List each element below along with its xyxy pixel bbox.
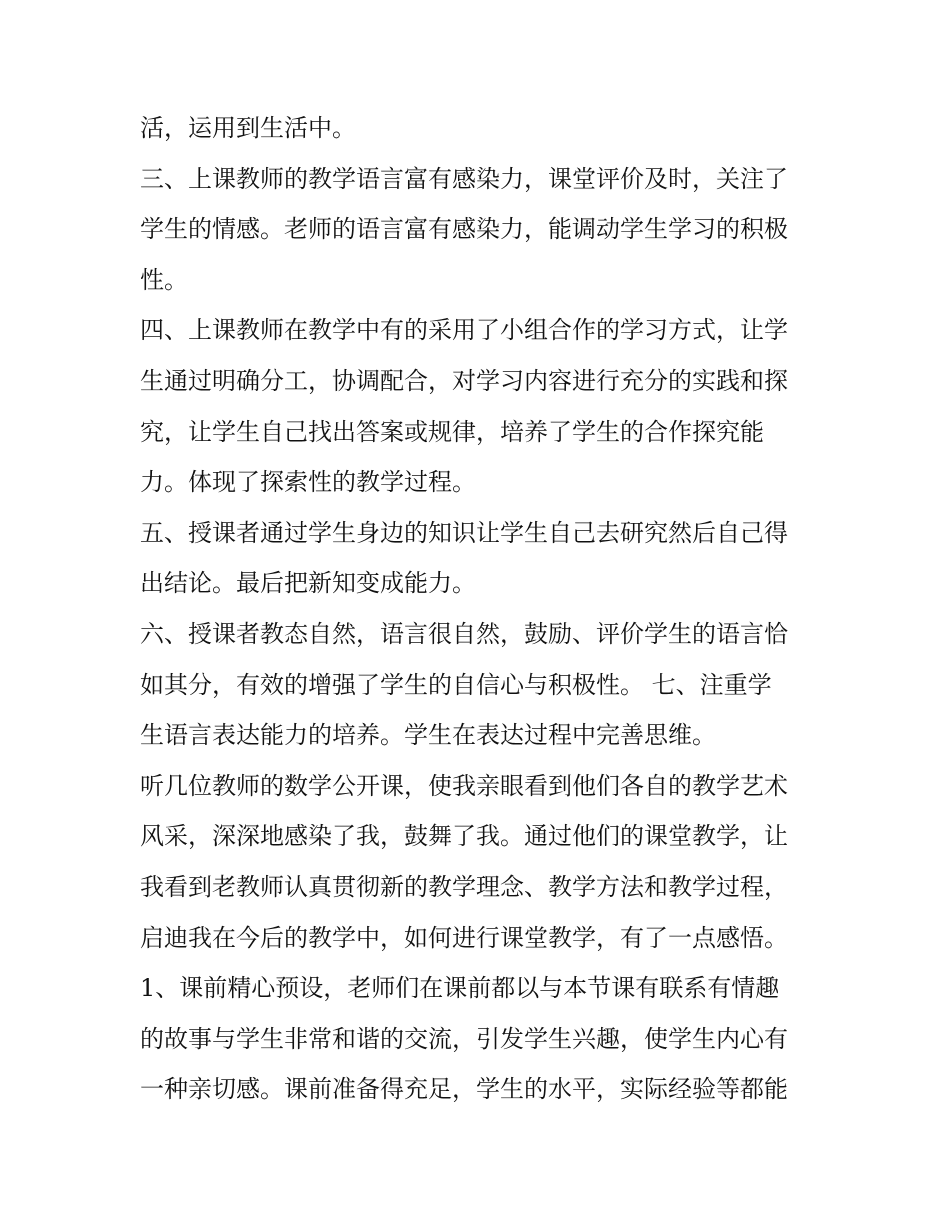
text-line: 风采，深深地感染了我，鼓舞了我。通过他们的课堂教学，让 [140, 822, 788, 851]
text-line: 活，运用到生活中。 [140, 114, 356, 142]
text-line: 学生的情感。老师的语言富有感染力，能调动学生学习的积极 [140, 215, 788, 244]
text-line: 生语言表达能力的培养。学生在表达过程中完善思维。 [140, 721, 716, 750]
text-line: 出结论。最后把新知变成能力。 [140, 569, 476, 598]
text-line: 五、授课者通过学生身边的知识让学生自己去研究然后自己得 [140, 518, 788, 547]
text-line: 生通过明确分工，协调配合，对学习内容进行充分的实践和探 [140, 366, 788, 395]
body-text [140, 103, 830, 1115]
text-line: 力。体现了探索性的教学过程。 [140, 468, 476, 497]
text-line: 性。 [140, 265, 188, 294]
text-line: 三、上课教师的教学语言富有感染力，课堂评价及时，关注了 [140, 164, 788, 193]
text-line: 听几位教师的数学公开课，使我亲眼看到他们各自的教学艺术 [140, 771, 788, 800]
text-line: 一种亲切感。课前准备得充足，学生的水平，实际经验等都能 [140, 1075, 788, 1104]
text-line: 究，让学生自己找出答案或规律，培养了学生的合作探究能 [140, 417, 764, 446]
text-line: 如其分，有效的增强了学生的自信心与积极性。 七、注重学 [140, 670, 772, 699]
text-line: 我看到老教师认真贯彻新的教学理念、教学方法和教学过程， [140, 872, 788, 901]
text-line: 启迪我在今后的教学中，如何进行课堂教学，有了一点感悟。 [140, 923, 788, 952]
text-line: 的故事与学生非常和谐的交流，引发学生兴趣，使学生内心有 [140, 1024, 788, 1053]
text-line: 四、上课教师在教学中有的采用了小组合作的学习方式，让学 [140, 316, 788, 345]
text-line: 1、课前精心预设，老师们在课前都以与本节课有联系有情趣 [140, 974, 780, 1003]
text-line: 六、授课者教态自然，语言很自然，鼓励、评价学生的语言恰 [140, 619, 788, 648]
